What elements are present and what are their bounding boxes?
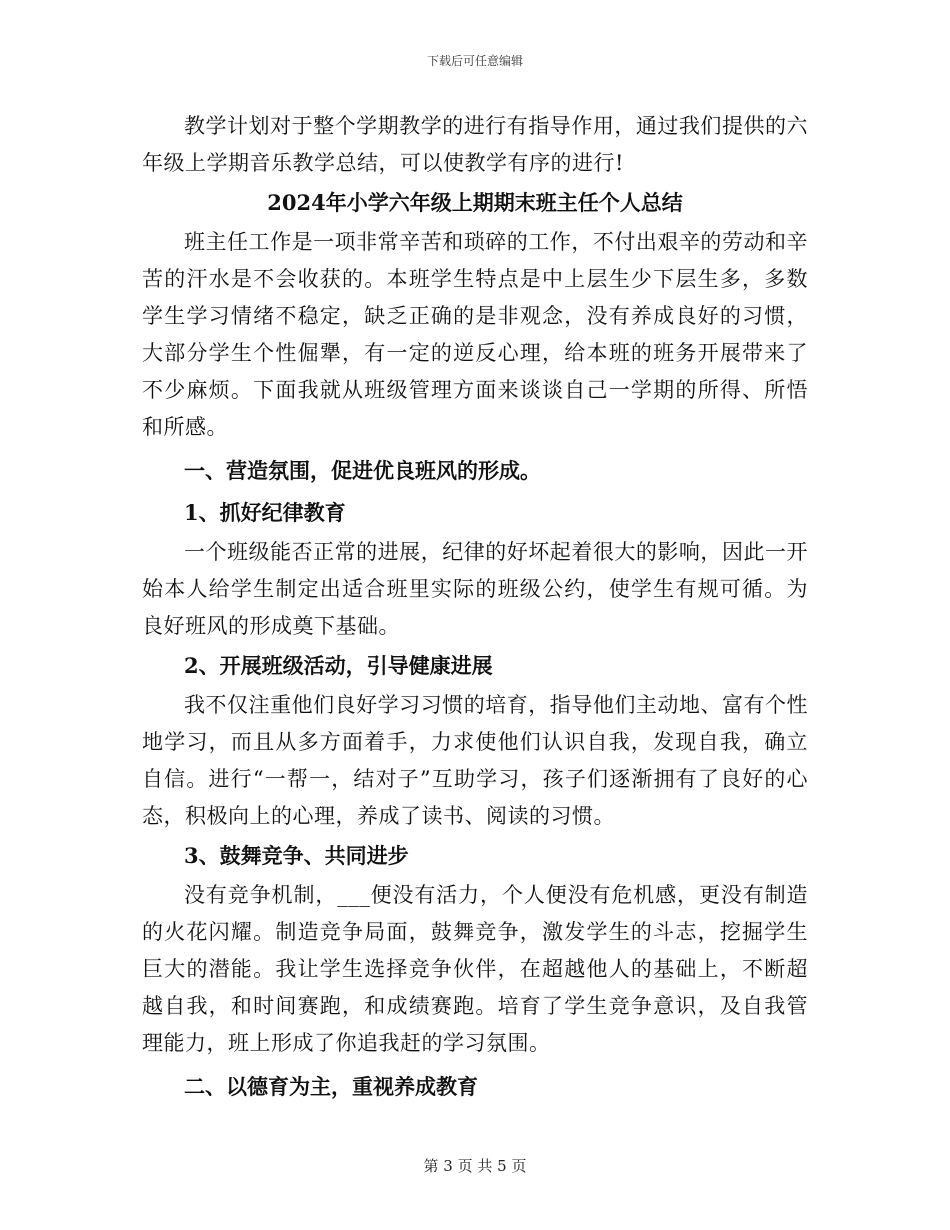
activities-paragraph: 我不仅注重他们良好学习习惯的培育，指导他们主动地、富有个性地学习，而且从多方面着手，力求使他们认识自我，发现自我，确立自信。进行“一帮一，结对子”互助学习，孩子们逐渐拥有了良好的心态，积极向上的心理，养成了读书、阅读的习惯。 <box>142 693 808 828</box>
opening-paragraph: 班主任工作是一项非常辛苦和琐碎的工作，不付出艰辛的劳动和辛苦的汗水是不会收获的。本班学生特点是中上层生少下层生多，多数学生学习情绪不稳定，缺乏正确的是非观念，没有养成良好的习惯，大部分学生个性倔犟，有一定的逆反心理，给本班的班务开展带来了不少麻烦。下面我就从班级管理方面来谈谈自己一学期的所得、所悟和所感。 <box>142 230 808 439</box>
competition-paragraph: 没有竞争机制，___便没有活力，个人便没有危机感，更没有制造的火花闪耀。制造竞争局面，鼓舞竞争，激发学生的斗志，挖掘学生巨大的潜能。我让学生选择竞争伙伴，在超越他人的基础上，不断超越自我，和时间赛跑，和成绩赛跑。培育了学生竞争意识，及自我管理能力，班上形成了你追我赶的学习氛围。 <box>142 883 808 1055</box>
document-title: 2024年小学六年级上期期末班主任个人总结 <box>267 190 683 215</box>
document-body <box>142 108 808 1108</box>
intro-paragraph: 教学计划对于整个学期教学的进行有指导作用，通过我们提供的六年级上学期音乐教学总结，可以使教学有序的进行! <box>142 114 808 175</box>
section-heading-2: 二、以德育为主，重视养成教育 <box>184 1074 478 1099</box>
subheading-activities: 2、开展班级活动，引导健康进展 <box>184 653 493 678</box>
subheading-competition: 3、鼓舞竞争、共同进步 <box>184 843 409 868</box>
subheading-discipline: 1、抓好纪律教育 <box>184 500 346 525</box>
section-heading-1: 一、营造氛围，促进优良班风的形成。 <box>184 458 541 483</box>
discipline-paragraph: 一个班级能否正常的进展，纪律的好坏起着很大的影响，因此一开始本人给学生制定出适合班里实际的班级公约，使学生有规可循。为良好班风的形成奠下基础。 <box>142 540 808 638</box>
page-header-note: 下载后可任意编辑 <box>426 54 523 68</box>
page-number: 第 3 页 共 5 页 <box>423 1157 527 1175</box>
